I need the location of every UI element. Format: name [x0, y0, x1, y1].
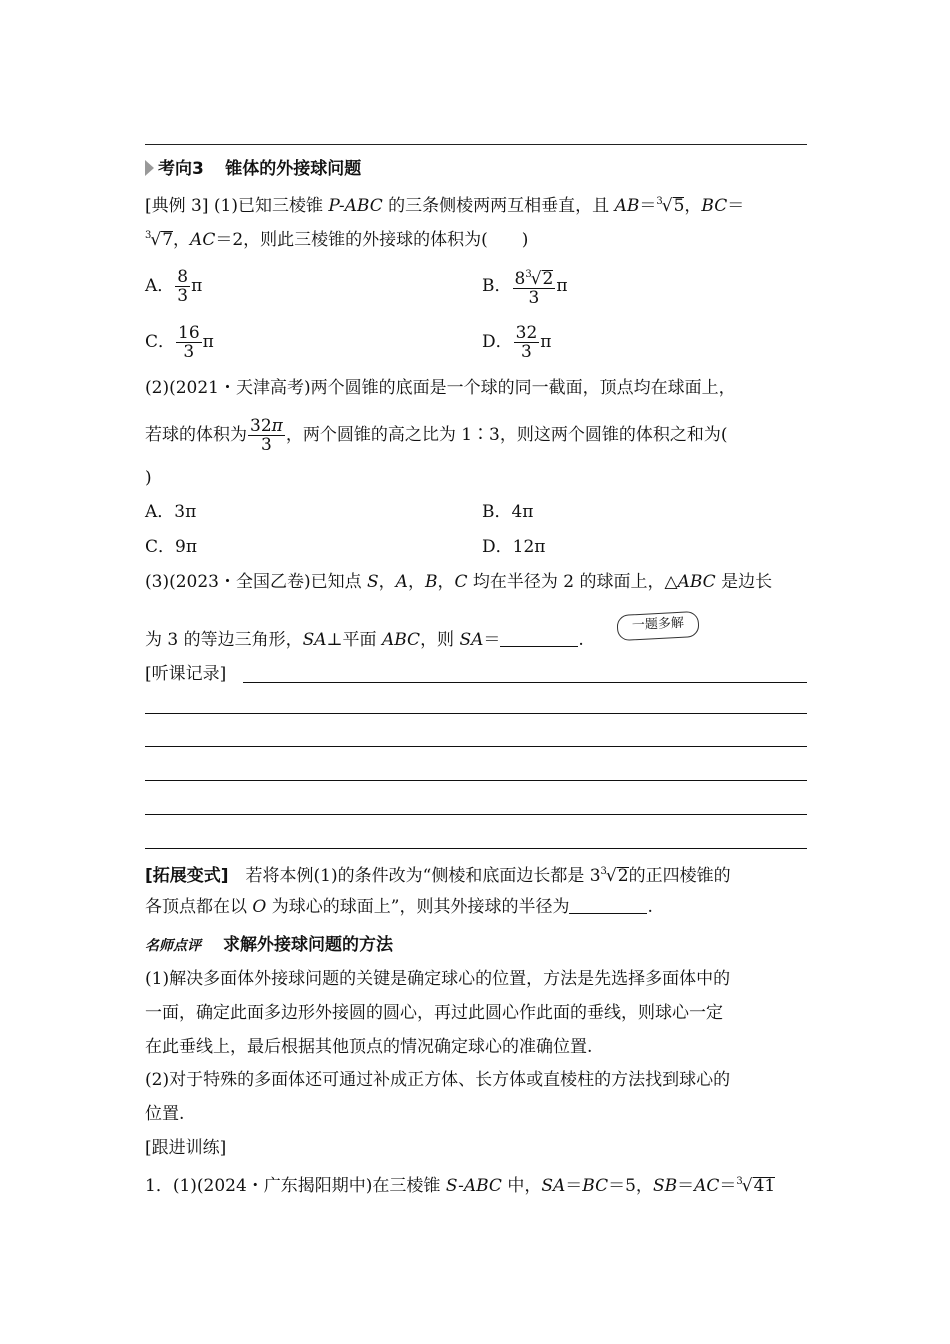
review-line: (1)解决多面体外接球问题的关键是确定球心的位置，方法是先选择多面体中的: [145, 969, 731, 989]
q1-option-b: B． $\frac{8^3√2}{3}$ π: [482, 266, 568, 307]
q2-option-d: D．12π: [482, 537, 546, 557]
q2-option-c: C．9π: [145, 537, 197, 557]
q2-line2: 若球的体积为 $\frac{32\pi}{3}$ ，两个圆锥的高之比为 1∶3，则这两个圆锥的体积之和为(: [145, 416, 728, 455]
answer-blank: [500, 630, 578, 647]
follow-q1-line1: 1．(1)(2024・广东揭阳期中)在三棱锥 S-ABC 中，SA＝BC＝5，SB＝AC＝$^3$√41: [145, 1176, 776, 1196]
follow-label: [跟进训练]: [145, 1138, 227, 1158]
review-heading: [145, 933, 393, 958]
review-tag: 名师点评: [145, 938, 201, 954]
q2-line3: ): [145, 468, 152, 488]
ex3-q1-line2: $^3$√7，AC＝2，则此三棱锥的外接球的体积为( ): [145, 230, 529, 250]
notes-label: [听课记录]: [145, 664, 227, 684]
notes-line: [243, 682, 807, 683]
notes-line: [145, 780, 807, 781]
q1-option-d: D． $\frac{32}{3}$ π: [482, 323, 552, 362]
q1-option-c: C． $\frac{16}{3}$ π: [145, 323, 214, 362]
review-title: 求解外接球问题的方法: [223, 935, 393, 955]
extension-line1: [拓展变式] 若将本例(1)的条件改为“侧棱和底面边长都是 $3^3√2$的正四棱锥的: [145, 866, 731, 886]
q2-line1: (2)(2021・天津高考)两个圆锥的底面是一个球的同一截面，顶点均在球面上，: [145, 378, 736, 398]
notes-line: [145, 848, 807, 849]
extension-label: [拓展变式]: [145, 866, 229, 886]
q3-line2: 为 3 的等边三角形，SA⊥平面 ABC，则 SA＝ .: [145, 630, 584, 650]
ex3-q1-line1: [典例 3] (1)已知三棱锥 P-ABC 的三条侧棱两两互相垂直，且 AB＝$^3$√5，BC＝: [145, 196, 745, 216]
review-line: 位置.: [145, 1104, 185, 1124]
notes-line: [145, 713, 807, 714]
extension-line2: 各顶点都在以 O 为球心的球面上”，则其外接球的半径为 .: [145, 897, 653, 917]
q2-option-b: B．4π: [482, 502, 534, 522]
notes-line: [145, 814, 807, 815]
multi-solution-badge: 一题多解: [616, 611, 699, 641]
section-heading: [145, 157, 361, 181]
triangle-marker-icon: [145, 160, 154, 176]
q1-option-a: A． $\frac{8}{3}$ π: [145, 267, 203, 306]
top-rule: [145, 144, 807, 145]
answer-blank: [569, 897, 647, 914]
section-tag: 考向3: [158, 159, 204, 179]
notes-line: [145, 746, 807, 747]
section-title: 锥体的外接球问题: [225, 159, 362, 179]
review-line: 一面，确定此面多边形外接圆的圆心，再过此圆心作此面的垂线，则球心一定: [145, 1003, 723, 1023]
q3-line1: (3)(2023・全国乙卷)已知点 S，A，B，C 均在半径为 2 的球面上，△ABC 是边长: [145, 572, 773, 592]
review-line: (2)对于特殊的多面体还可通过补成正方体、长方体或直棱柱的方法找到球心的: [145, 1070, 731, 1090]
review-line: 在此垂线上，最后根据其他顶点的情况确定球心的准确位置.: [145, 1037, 593, 1057]
q2-option-a: A．3π: [145, 502, 197, 522]
